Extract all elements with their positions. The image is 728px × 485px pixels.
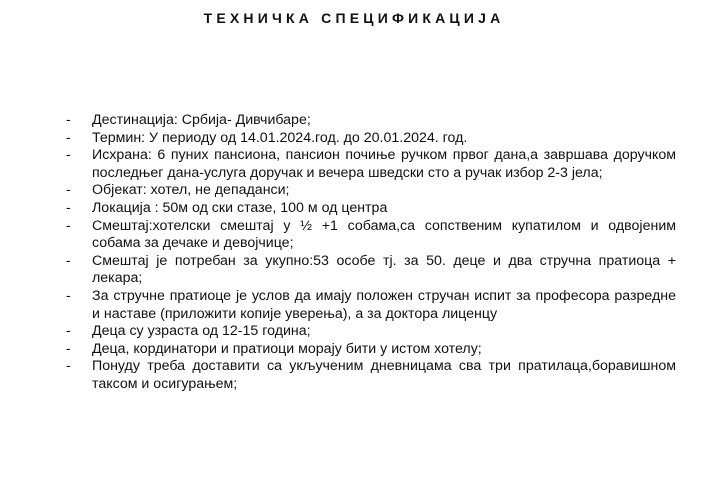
list-item: - Дестинација: Србија- Дивчибаре;	[66, 112, 676, 130]
specification-list	[66, 112, 676, 394]
list-item: - Исхрана: 6 пуних пансиона, пансион почиње ручком првог дана,а завршава доручком последњег дана-услуга доручак и вечера шведски сто а ручак избор 2-3 јела;	[66, 147, 676, 182]
list-item: - Смештај је потребан за укупно:53 особе тј. за 50. деце и два стручна пратиоца + лекара;	[66, 253, 676, 288]
list-item: - Објекат: хотел, не депаданси;	[66, 182, 676, 200]
list-item: - Деца, кординатори и пратиоци морају бити у истом хотелу;	[66, 341, 676, 359]
list-item: - Локација : 50м од ски стазе, 100 м од центра	[66, 200, 676, 218]
list-item: - Термин: У периоду од 14.01.2024.год. до 20.01.2024. год.	[66, 130, 676, 148]
document-title: ТЕХНИЧКА СПЕЦИФИКАЦИЈА	[203, 10, 505, 26]
list-item: - За стручне пратиоце је услов да имају положен стручан испит за професора разредне и наставе (приложити копије уверења), а за доктора лиценцу	[66, 288, 676, 323]
list-item: - Смештај:хотелски смештај у ½ +1 собама,са сопственим купатилом и одвојеним собама за дечаке и девојчице;	[66, 218, 676, 253]
list-item: - Понуду треба доставити са укљученим дневницама сва три пратилаца,боравишном таксом и осигурањем;	[66, 358, 676, 393]
list-item: - Деца су узраста од 12-15 година;	[66, 323, 676, 341]
